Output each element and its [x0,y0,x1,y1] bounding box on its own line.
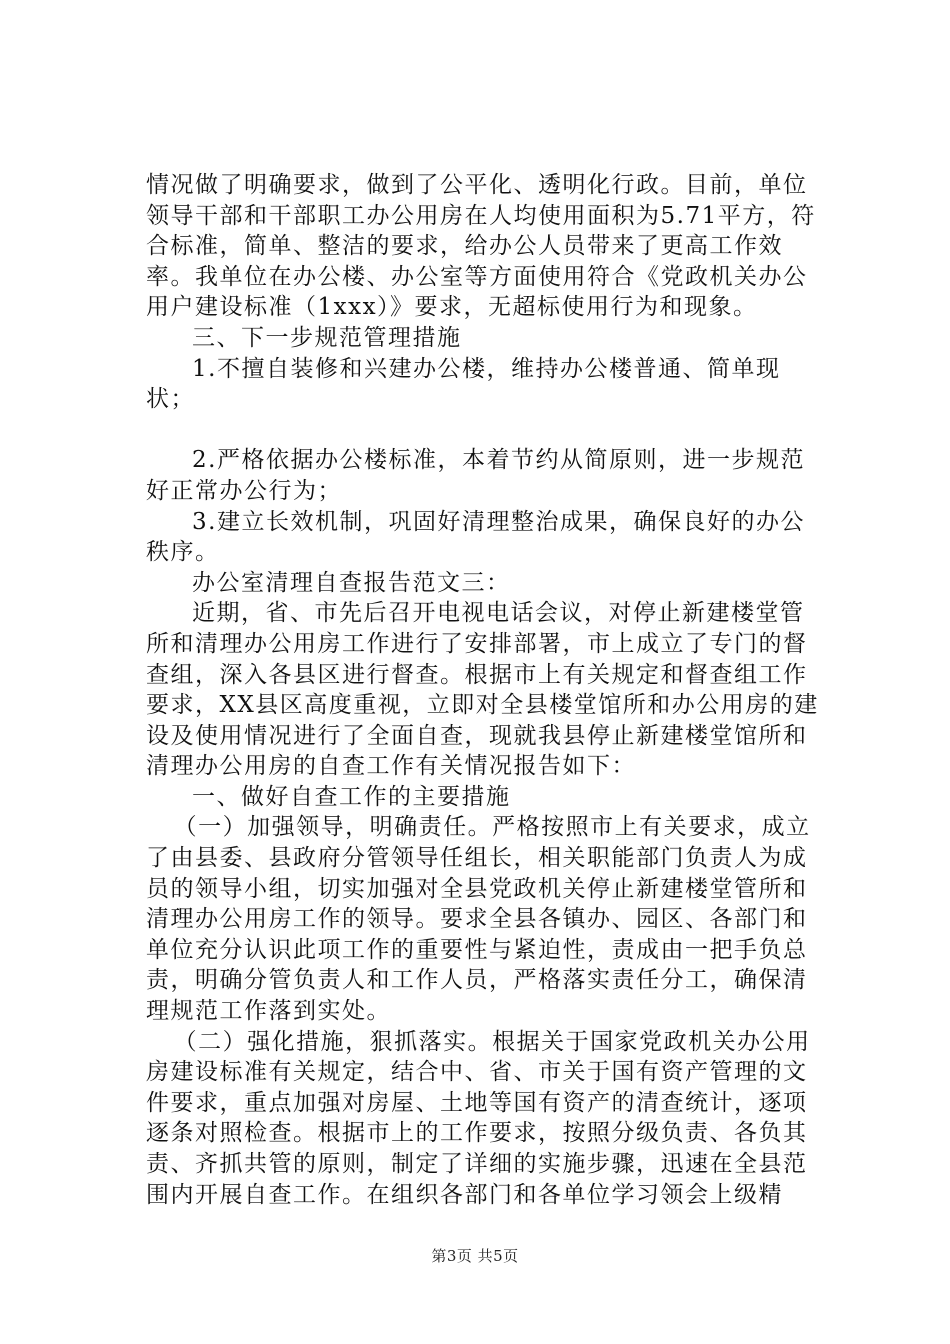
document-body [146,170,826,1210]
paragraph-continuation: 情况做了明确要求，做到了公平化、透明化行政。目前，单位领导干部和干部职工办公用房在人均使用面积为5.71平方，符合标准，简单、整洁的要求，给办公人员带来了更高工作效率。我单位在办公楼、办公室等方面使用符合《党政机关办公用户建设标准（1xxx）》要求，无超标使用行为和现象。 [146,172,816,321]
intro-paragraph: 近期，省、市先后召开电视电话会议，对停止新建楼堂管所和清理办公用房工作进行了安排部署，市上成立了专门的督查组，深入各县区进行督查。根据市上有关规定和督查组工作要求，XX县区高度重视，立即对全县楼堂馆所和办公用房的建设及使用情况进行了全面自查，现就我县停止新建楼堂馆所和清理办公用房的自查工作有关情况报告如下： [146,600,819,780]
section-heading-one: 一、做好自查工作的主要措施 [192,783,511,810]
measure-item-1: 1.不擅自装修和兴建办公楼，维持办公楼普通、简单现状； [146,355,781,413]
page-number-footer: 第3页 共5页 [431,1247,519,1265]
section-heading-three: 三、下一步规范管理措施 [192,324,462,351]
subsection-two-paragraph: （二）强化措施，狠抓落实。根据关于国家党政机关办公用房建设标准有关规定，结合中、省、市关于国有资产管理的文件要求，重点加强对房屋、土地等国有资产的清查统计，逐项逐条对照检查。根据市上的工作要求，按照分级负责、各负其责、齐抓共管的原则，制定了详细的实施步骤，迅速在全县范围内开展自查工作。在组织各部门和各单位学习领会上级精 [146,1028,811,1208]
sample-title: 办公室清理自查报告范文三： [192,569,511,596]
measure-item-2: 2.严格依据办公楼标准，本着节约从简原则，进一步规范好正常办公行为； [146,447,805,504]
subsection-one-paragraph: （一）加强领导，明确责任。严格按照市上有关要求，成立了由县委、县政府分管领导任组长，相关职能部门负责人为成员的领导小组，切实加强对全县党政机关停止新建楼堂管所和清理办公用房工作的领导。要求全县各镇办、园区、各部门和单位充分认识此项工作的重要性与紧迫性，责成由一把手负总责，明确分管负责人和工作人员，严格落实责任分工，确保清理规范工作落到实处。 [146,814,811,1025]
measure-item-3: 3.建立长效机制，巩固好清理整治成果，确保良好的办公秩序。 [146,508,805,566]
blank-line [146,415,826,446]
